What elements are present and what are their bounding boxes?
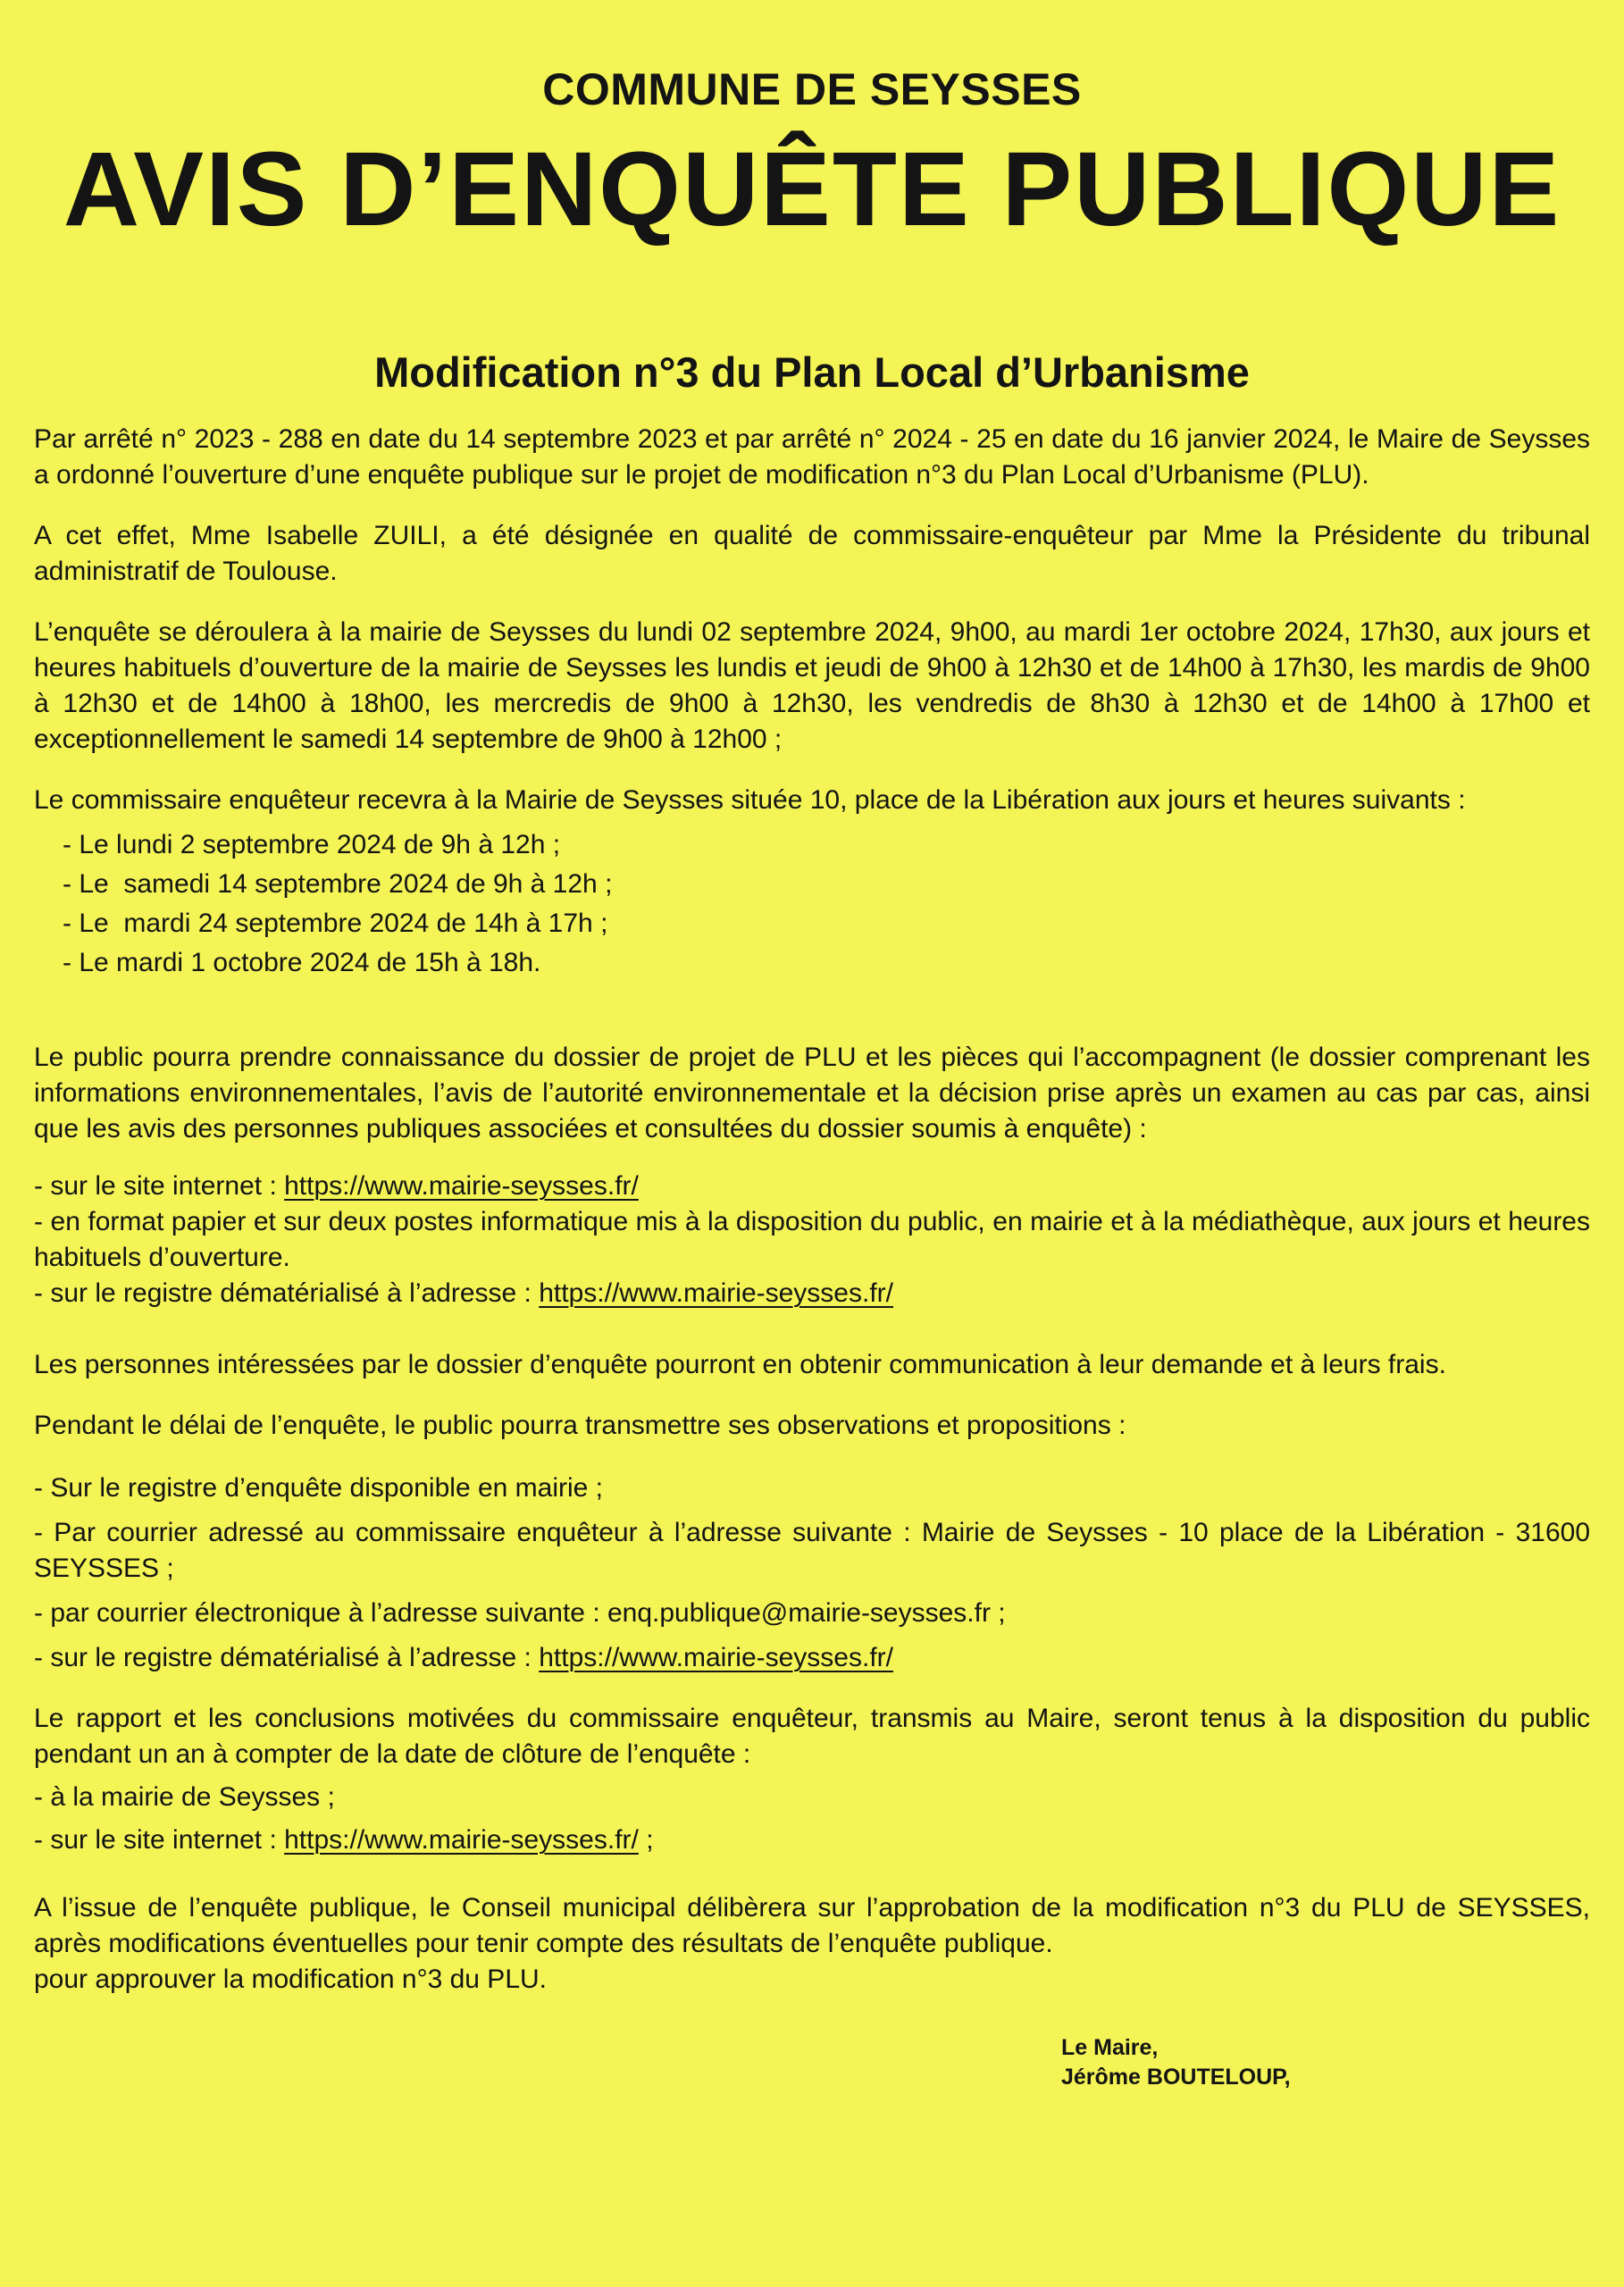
list-item [34, 1596, 1590, 1631]
item-text: - sur le site internet : [34, 1825, 285, 1856]
list-item [34, 1822, 1590, 1858]
page-title: AVIS D’ENQUÊTE PUBLIQUE [63, 130, 1561, 248]
paragraph-observations-intro: Pendant le délai de l’enquête, le public pourra transmettre ses observations et propositions : [34, 1411, 1126, 1441]
commune-header: COMMUNE DE SEYSSES [542, 64, 1082, 114]
list-item [34, 1470, 1590, 1506]
list-item: - Le mardi 24 septembre 2024 de 14h à 17h ; [63, 909, 608, 939]
item-text: - sur le site internet : [34, 1171, 285, 1202]
paragraph-rapport-intro: Le rapport et les conclusions motivées du commissaire enquêteur, transmis au Maire, seront tenus à la disposition du public pendant un an à compter de la date de clôture de l’enquête : [34, 1704, 1590, 1770]
list-item [34, 1276, 1590, 1311]
list-item [34, 1640, 1590, 1676]
paragraph-issue-suite: pour approuver la modification n°3 du PLU. [34, 1964, 547, 1995]
item-text: - par courrier électronique à l’adresse suivante : enq.publique@mairie-seysses.fr ; [34, 1598, 1006, 1629]
list-item: - Le samedi 14 septembre 2024 de 9h à 12h ; [63, 869, 613, 900]
mairie-seysses-link[interactable]: https://www.mairie-seysses.fr/ [539, 1643, 893, 1673]
page-subtitle: Modification n°3 du Plan Local d’Urbanisme [374, 348, 1250, 397]
rapport-list [34, 1780, 1590, 1858]
mairie-seysses-link[interactable]: https://www.mairie-seysses.fr/ [539, 1278, 893, 1309]
permanences-list [34, 825, 1590, 983]
observations-list [34, 1470, 1590, 1676]
paragraph-consultation-intro: Le public pourra prendre connaissance du dossier de projet de PLU et les pièces qui l’accompagnent (le dossier comprenant les informations environnementales, l’avis de l’autorité environnementale et la décision prise après un examen au cas par cas, ainsi que les avis des personnes publiques associées et consultées du dossier soumis à enquête) : [34, 1043, 1590, 1144]
item-text: - à la mairie de Seysses ; [34, 1782, 335, 1813]
item-text: - Sur le registre d’enquête disponible en mairie ; [34, 1473, 604, 1504]
mairie-seysses-link[interactable]: https://www.mairie-seysses.fr/ [284, 1825, 639, 1856]
list-item [34, 1169, 1590, 1204]
item-text: - en format papier et sur deux postes informatique mis à la disposition du public, en mairie et à la médiathèque, aux jours et heures habituels d’ouverture. [34, 1207, 1590, 1273]
signature-block [1061, 2033, 1590, 2092]
paragraph-permanences-intro: Le commissaire enquêteur recevra à la Mairie de Seysses située 10, place de la Libération aux jours et heures suivants : [34, 785, 1466, 816]
list-item [34, 1515, 1590, 1587]
item-suffix: ; [638, 1825, 654, 1856]
item-text: - Par courrier adressé au commissaire enquêteur à l’adresse suivante : Mairie de Seysses - 10 place de la Libération - 31600 SEYSSES ; [34, 1518, 1590, 1584]
list-item [34, 1780, 1590, 1815]
signature-role: Le Maire, [1061, 2035, 1159, 2061]
list-item [34, 1204, 1590, 1276]
list-item: - Le lundi 2 septembre 2024 de 9h à 12h ; [63, 830, 561, 860]
paragraph-deroulement: L’enquête se déroulera à la mairie de Seysses du lundi 02 septembre 2024, 9h00, au mardi 1er octobre 2024, 17h30, aux jours et heures habituels d’ouverture de la mairie de Seysses les lundis et jeudi de 9h00 à 12h30 et de 14h00 à 17h30, les mardis de 9h00 à 12h30 et de 14h00 à 18h00, les mercredis de 9h00 à 12h30, les vendredis de 8h30 à 12h30 et de 14h00 à 17h00 et exceptionnellement le samedi 14 septembre de 9h00 à 12h00 ; [34, 617, 1590, 755]
mairie-seysses-link[interactable]: https://www.mairie-seysses.fr/ [284, 1171, 639, 1202]
paragraph-designation: A cet effet, Mme Isabelle ZUILI, a été désignée en qualité de commissaire-enquêteur par Mme la Présidente du tribunal administratif de Toulouse. [34, 521, 1590, 587]
paragraph-communication: Les personnes intéressées par le dossier d’enquête pourront en obtenir communication à leur demande et à leurs frais. [34, 1350, 1446, 1380]
paragraph-issue: A l’issue de l’enquête publique, le Conseil municipal délibèrera sur l’approbation de la modification n°3 du PLU de SEYSSES, après modifications éventuelles pour tenir compte des résultats de l’enquête publique. [34, 1893, 1590, 1959]
signature-name: Jérôme BOUTELOUP, [1061, 2065, 1291, 2090]
item-text: - sur le registre dématérialisé à l’adresse : [34, 1278, 540, 1309]
list-item: - Le mardi 1 octobre 2024 de 15h à 18h. [63, 948, 541, 978]
paragraph-arrete: Par arrêté n° 2023 - 288 en date du 14 septembre 2023 et par arrêté n° 2024 - 25 en date du 16 janvier 2024, le Maire de Seysses a ordonné l’ouverture d’une enquête publique sur le projet de modification n°3 du Plan Local d’Urbanisme (PLU). [34, 424, 1590, 490]
item-text: - sur le registre dématérialisé à l’adresse : [34, 1643, 540, 1673]
consultation-list [34, 1169, 1590, 1311]
